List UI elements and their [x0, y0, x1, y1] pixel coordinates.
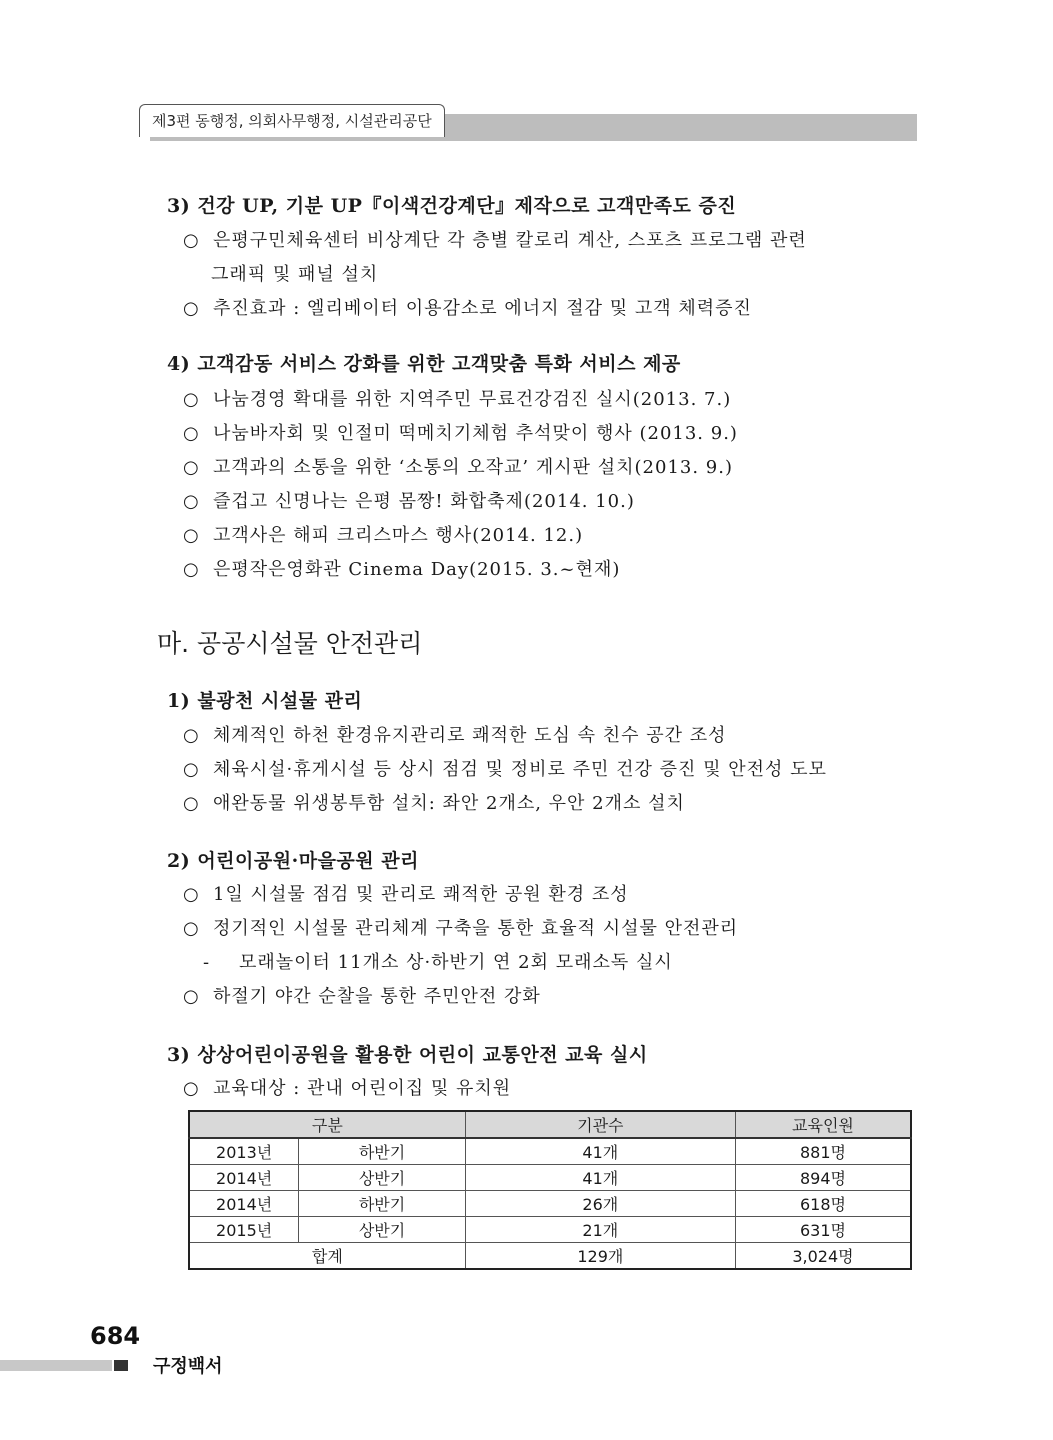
subsection-heading: 2) 어린이공원·마을공원 관리	[167, 850, 419, 872]
cell-institutions: 41개	[465, 1165, 735, 1191]
book-title: 구정백서	[153, 1356, 223, 1377]
table-row	[189, 1138, 911, 1165]
subsection-heading: 3) 상상어린이공원을 활용한 어린이 교통안전 교육 실시	[167, 1044, 648, 1066]
bullet-item	[183, 385, 731, 411]
subsection-heading: 4) 고객감동 서비스 강화를 위한 고객맞춤 특화 서비스 제공	[167, 353, 681, 375]
bullet-text: 나눔바자회 및 인절미 떡메치기체험 추석맞이 행사 (2013. 9.)	[213, 423, 738, 444]
bullet-text: 은평작은영화관 Cinema Day(2015. 3.~현재)	[213, 559, 621, 580]
circle-bullet-icon: ○	[183, 986, 200, 1007]
bullet-text: 추진효과 : 엘리베이터 이용감소로 에너지 절감 및 고객 체력증진	[213, 298, 752, 319]
bullet-item	[183, 880, 629, 906]
footer-bar	[0, 1360, 112, 1371]
bullet-item	[183, 294, 752, 320]
bullet-text: 즐겁고 신명나는 은평 몸짱! 화합축제(2014. 10.)	[213, 491, 635, 512]
bullet-item	[183, 419, 738, 445]
circle-bullet-icon: ○	[183, 918, 200, 939]
header-category: 구분	[189, 1111, 465, 1138]
table-row	[189, 1191, 911, 1217]
bullet-item	[183, 755, 827, 781]
circle-bullet-icon: ○	[183, 491, 200, 512]
dash-bullet-icon: -	[203, 952, 211, 973]
cell-institutions: 26개	[465, 1191, 735, 1217]
cell-participants: 618명	[735, 1191, 911, 1217]
cell-total-institutions: 129개	[465, 1243, 735, 1270]
cell-half: 상반기	[299, 1165, 465, 1191]
circle-bullet-icon: ○	[183, 1078, 200, 1099]
circle-bullet-icon: ○	[183, 525, 200, 546]
circle-bullet-icon: ○	[183, 725, 200, 746]
header-institutions: 기관수	[465, 1111, 735, 1138]
bullet-item	[183, 914, 738, 940]
circle-bullet-icon: ○	[183, 423, 200, 444]
circle-bullet-icon: ○	[183, 793, 200, 814]
cell-institutions: 21개	[465, 1217, 735, 1243]
circle-bullet-icon: ○	[183, 230, 200, 251]
circle-bullet-icon: ○	[183, 389, 200, 410]
header-participants: 교육인원	[735, 1111, 911, 1138]
cell-participants: 894명	[735, 1165, 911, 1191]
cell-participants: 631명	[735, 1217, 911, 1243]
cell-half: 하반기	[299, 1138, 465, 1165]
cell-total-participants: 3,024명	[735, 1243, 911, 1270]
bullet-item	[183, 721, 726, 747]
chapter-header: 제3편 동행정, 의회사무행정, 시설관리공단	[139, 104, 445, 137]
bullet-item	[183, 226, 807, 252]
cell-half: 하반기	[299, 1191, 465, 1217]
education-table	[188, 1110, 912, 1270]
bullet-text: 하절기 야간 순찰을 통한 주민안전 강화	[213, 986, 541, 1007]
section-title: 마. 공공시설물 안전관리	[157, 629, 423, 658]
circle-bullet-icon: ○	[183, 298, 200, 319]
bullet-item	[183, 555, 620, 581]
bullet-text: 은평구민체육센터 비상계단 각 층별 칼로리 계산, 스포츠 프로그램 관련	[213, 230, 807, 251]
circle-bullet-icon: ○	[183, 457, 200, 478]
bullet-text: 고객사은 해피 크리스마스 행사(2014. 12.)	[213, 525, 584, 546]
bullet-text: 나눔경영 확대를 위한 지역주민 무료건강검진 실시(2013. 7.)	[213, 389, 732, 410]
cell-participants: 881명	[735, 1138, 911, 1165]
bullet-item	[183, 487, 635, 513]
bullet-text: 애완동물 위생봉투함 설치: 좌안 2개소, 우안 2개소 설치	[213, 793, 685, 814]
cell-institutions: 41개	[465, 1138, 735, 1165]
bullet-item	[183, 982, 541, 1008]
bullet-item	[183, 1074, 511, 1100]
bullet-text: 교육대상 : 관내 어린이집 및 유치원	[213, 1078, 512, 1099]
bullet-text: 정기적인 시설물 관리체계 구축을 통한 효율적 시설물 안전관리	[213, 918, 739, 939]
table-header-row	[189, 1111, 911, 1138]
bullet-text: 체계적인 하천 환경유지관리로 쾌적한 도심 속 친수 공간 조성	[213, 725, 727, 746]
footer-square	[114, 1360, 128, 1371]
bullet-item	[183, 521, 583, 547]
cell-year: 2013년	[189, 1138, 299, 1165]
dash-text: 모래놀이터 11개소 상·하반기 연 2회 모래소독 실시	[239, 952, 673, 973]
subsection-heading: 1) 불광천 시설물 관리	[167, 690, 363, 712]
page-number: 684	[90, 1322, 141, 1350]
circle-bullet-icon: ○	[183, 759, 200, 780]
bullet-text: 체육시설·휴게시설 등 상시 점검 및 정비로 주민 건강 증진 및 안전성 도모	[213, 759, 827, 780]
bullet-item	[183, 789, 685, 815]
cell-half: 상반기	[299, 1217, 465, 1243]
circle-bullet-icon: ○	[183, 559, 200, 580]
cell-total-label: 합계	[189, 1243, 465, 1270]
table-row	[189, 1165, 911, 1191]
cell-year: 2014년	[189, 1165, 299, 1191]
bullet-continuation: 그래픽 및 패널 설치	[211, 264, 379, 285]
table-row	[189, 1217, 911, 1243]
bullet-text: 고객과의 소통을 위한 ‘소통의 오작교’ 게시판 설치(2013. 9.)	[213, 457, 734, 478]
table-total-row	[189, 1243, 911, 1270]
subsection-heading: 3) 건강 UP, 기분 UP『이색건강계단』제작으로 고객만족도 증진	[167, 195, 737, 217]
cell-year: 2015년	[189, 1217, 299, 1243]
bullet-text: 1일 시설물 점검 및 관리로 쾌적한 공원 환경 조성	[213, 884, 629, 905]
bullet-item	[183, 453, 733, 479]
circle-bullet-icon: ○	[183, 884, 200, 905]
dash-item	[203, 948, 673, 974]
cell-year: 2014년	[189, 1191, 299, 1217]
